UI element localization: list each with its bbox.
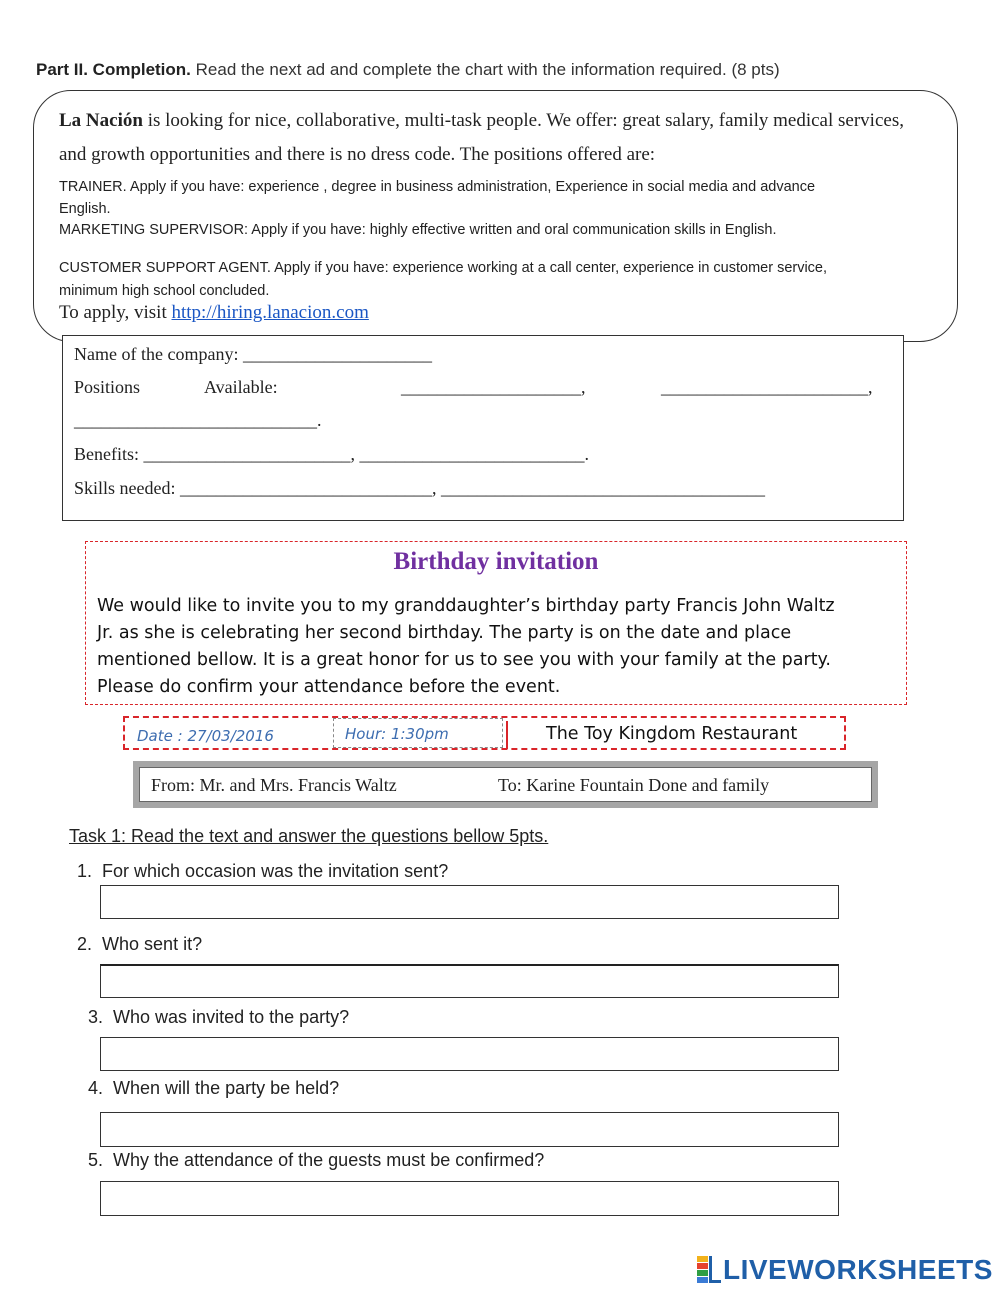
event-venue bbox=[506, 721, 846, 749]
event-hour-text: Hour: 1:30pm bbox=[345, 725, 449, 743]
liveworksheets-wordmark: LIVEWORKSHEETS bbox=[723, 1254, 993, 1285]
question-2 bbox=[77, 934, 202, 955]
question-1 bbox=[77, 861, 448, 882]
ad-line-2: and growth opportunities and there is no dress code. The positions offered are: bbox=[59, 144, 656, 165]
position-blank-1[interactable]: ____________________, bbox=[401, 377, 586, 397]
invitation-line-4: Please do confirm your attendance before the event. bbox=[97, 677, 561, 697]
question-text: Why the attendance of the guests must be confirmed? bbox=[113, 1150, 545, 1170]
invitation-from: From: Mr. and Mrs. Francis Waltz bbox=[151, 775, 397, 795]
part2-instruction: Read the next ad and complete the chart with the information required. (8 pts) bbox=[195, 60, 780, 79]
task1-title: Task 1: Read the text and answer the questions bellow 5pts. bbox=[69, 826, 549, 846]
ad-apply-text: To apply, visit bbox=[59, 302, 172, 323]
event-venue-text: The Toy Kingdom Restaurant bbox=[546, 724, 798, 744]
event-date bbox=[125, 720, 330, 750]
question-text: Who sent it? bbox=[102, 934, 203, 954]
ad-trainer-line-1: TRAINER. Apply if you have: experience , degree in business administration, Experience in social media and advance bbox=[59, 179, 816, 195]
ad-marketing-line: MARKETING SUPERVISOR: Apply if you have: highly effective written and oral communication skills in English. bbox=[59, 222, 777, 238]
answer-input-2[interactable] bbox=[100, 964, 839, 998]
skills-field[interactable]: Skills needed: ____________________________, ____________________________________ bbox=[74, 478, 765, 498]
question-number: 1. bbox=[77, 861, 93, 881]
question-number: 5. bbox=[88, 1150, 104, 1170]
invitation-to: To: Karine Fountain Done and family bbox=[498, 775, 770, 795]
ad-company-name: La Nación bbox=[59, 110, 143, 131]
invitation-title: Birthday invitation bbox=[393, 548, 599, 575]
answer-input-3[interactable] bbox=[100, 1037, 839, 1071]
ad-support-line-1: CUSTOMER SUPPORT AGENT. Apply if you have: experience working at a call center, experience in customer service, bbox=[59, 260, 828, 276]
liveworksheets-logo bbox=[697, 1253, 993, 1287]
answer-input-4[interactable] bbox=[100, 1112, 839, 1147]
question-number: 3. bbox=[88, 1007, 104, 1027]
invitation-line-2: Jr. as she is celebrating her second birthday. The party is on the date and place bbox=[97, 623, 792, 643]
benefits-field[interactable]: Benefits: _______________________, _________________________. bbox=[74, 444, 589, 464]
question-4 bbox=[88, 1078, 339, 1099]
question-text: For which occasion was the invitation sent? bbox=[102, 861, 449, 881]
ad-support-line-2: minimum high school concluded. bbox=[59, 283, 270, 299]
ad-apply-line bbox=[59, 302, 369, 324]
question-text: Who was invited to the party? bbox=[113, 1007, 350, 1027]
ad-apply-link[interactable]: http://hiring.lanacion.com bbox=[171, 302, 369, 323]
ad-line-1-text: is looking for nice, collaborative, multi-task people. We offer: great salary, family medical services, bbox=[142, 110, 904, 131]
available-label: Available: bbox=[204, 377, 278, 397]
question-number: 2. bbox=[77, 934, 93, 954]
part2-label: Part II. Completion. bbox=[36, 60, 191, 79]
positions-label: Positions bbox=[74, 377, 141, 397]
position-blank-2[interactable]: _______________________, bbox=[661, 377, 873, 397]
part2-heading bbox=[36, 60, 780, 80]
question-3 bbox=[88, 1007, 349, 1028]
from-to-box bbox=[139, 767, 872, 802]
question-text: When will the party be held? bbox=[113, 1078, 340, 1098]
question-number: 4. bbox=[88, 1078, 104, 1098]
question-5 bbox=[88, 1150, 544, 1171]
ad-line-1 bbox=[59, 110, 904, 132]
position-blank-3[interactable]: ___________________________. bbox=[74, 410, 322, 430]
invitation-line-1: We would like to invite you to my granddaughter’s birthday party Francis John Waltz bbox=[97, 596, 835, 616]
invitation-line-3: mentioned bellow. It is a great honor for us to see you with your family at the party. bbox=[97, 650, 831, 670]
ad-trainer-line-2: English. bbox=[59, 201, 111, 217]
event-hour bbox=[333, 718, 503, 748]
liveworksheets-icon bbox=[697, 1256, 723, 1284]
answer-input-5[interactable] bbox=[100, 1181, 839, 1216]
event-date-text: Date : 27/03/2016 bbox=[137, 727, 274, 745]
company-name-field[interactable]: Name of the company: _____________________ bbox=[74, 344, 432, 364]
answer-input-1[interactable] bbox=[100, 885, 839, 919]
